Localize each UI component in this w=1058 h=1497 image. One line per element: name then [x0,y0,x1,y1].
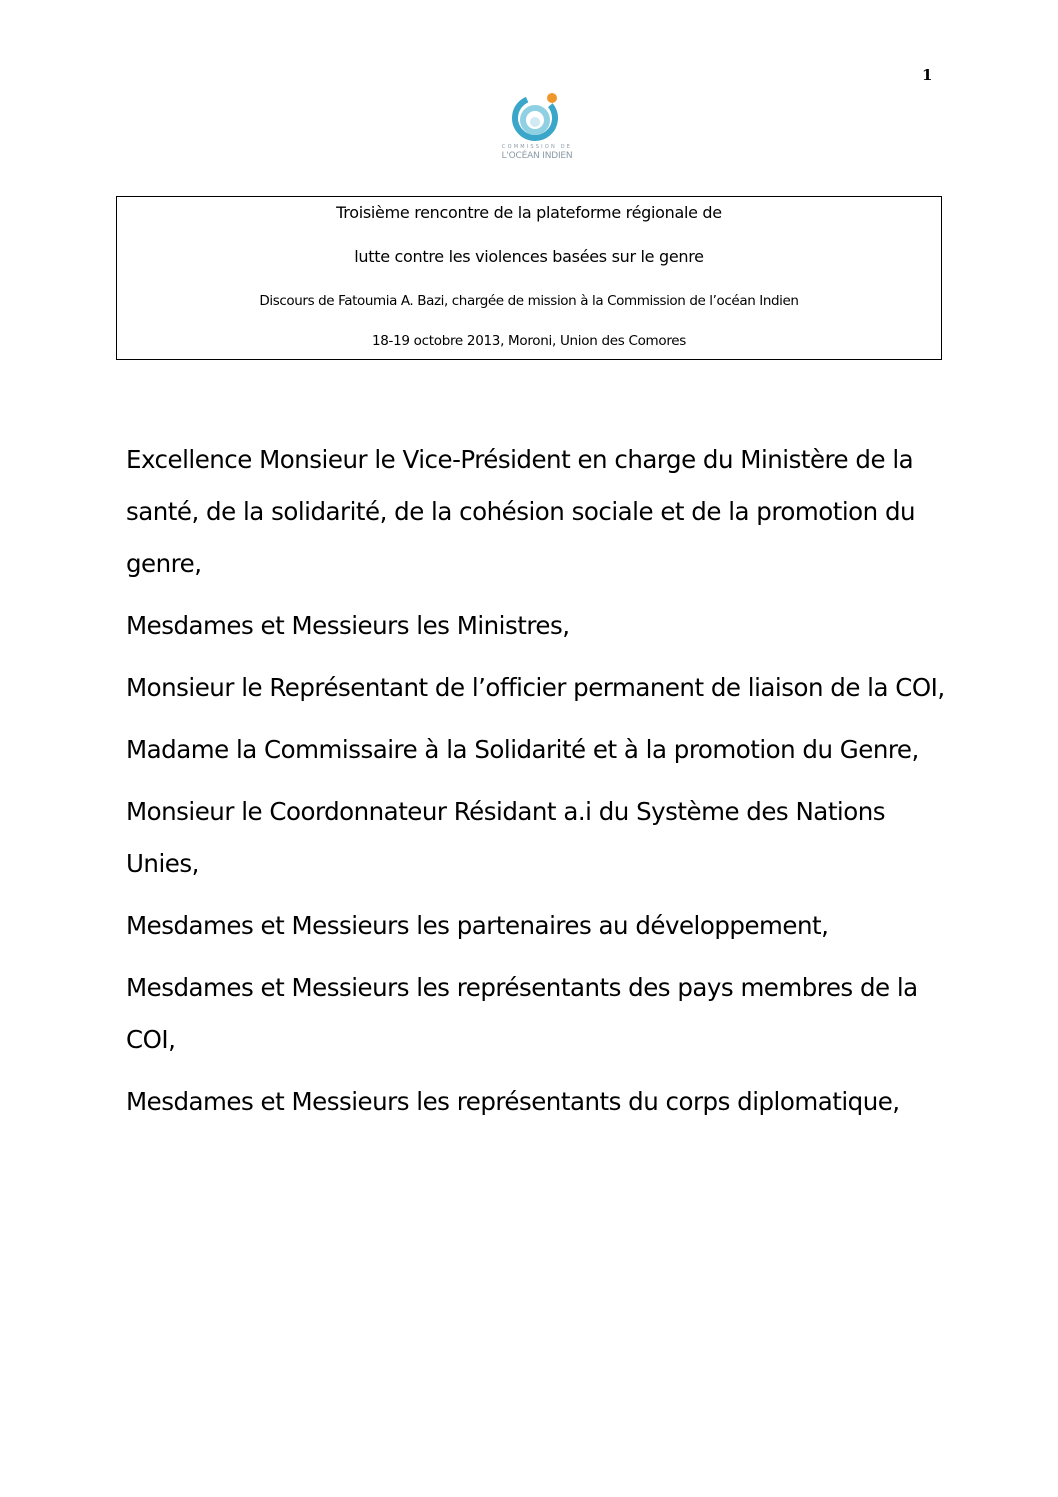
salutation: Mesdames et Messieurs les représentants du corps diplomatique, [126,1087,900,1116]
salutation: Monsieur le Représentant de l’officier permanent de liaison de la COI, [126,673,945,702]
salutation: Mesdames et Messieurs les Ministres, [126,611,570,640]
salutations-list [126,434,946,1138]
speech-attribution: Discours de Fatoumia A. Bazi, chargée de mission à la Commission de l’océan Indien [259,293,799,309]
date-location: 18-19 octobre 2013, Moroni, Union des Comores [371,333,687,349]
page-number: 1 [922,66,933,84]
logo-text-line1: COMMISSION DE [501,144,573,150]
event-title-line2: lutte contre les violences basées sur le genre [354,247,704,266]
salutation: Mesdames et Messieurs les partenaires au développement, [126,911,829,940]
salutation: Monsieur le Coordonnateur Résidant a.i du Système des Nations Unies, [126,797,886,878]
salutation: Madame la Commissaire à la Solidarité et à la promotion du Genre, [126,735,919,764]
salutation: Excellence Monsieur le Vice-Président en charge du Ministère de la santé, de la solidarité, de la cohésion sociale et de la promotion du genre, [126,445,916,578]
header-box [116,196,942,360]
event-title-line1: Troisième rencontre de la plateforme régionale de [336,203,722,222]
coi-logo-icon [510,86,564,142]
coi-logo [484,86,590,172]
logo-text-line2: L'OCÉAN INDIEN [501,151,573,161]
salutation: Mesdames et Messieurs les représentants des pays membres de la COI, [126,973,918,1054]
